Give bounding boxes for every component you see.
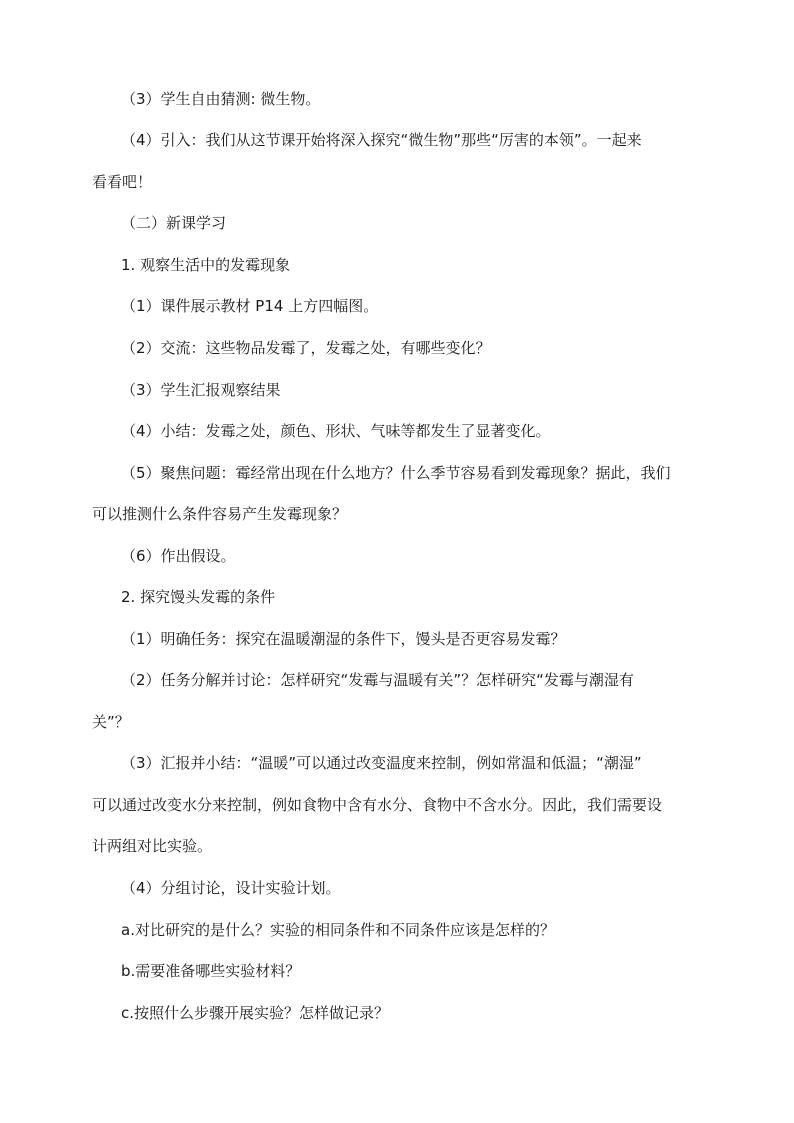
paragraph-line: 可以通过改变水分来控制，例如食物中含有水分、食物中不含水分。因此，我们需要设 [92,796,663,814]
paragraph-line: （2）任务分解并讨论：怎样研究“发霉与温暖有关”？怎样研究“发霉与潮湿有 [121,671,634,689]
list-item: c.按照什么步骤开展实验？怎样做记录？ [121,1004,390,1022]
paragraph-line: （4）引入：我们从这节课开始将深入探究“微生物”那些“厉害的本领”。一起来 [121,131,642,149]
section-heading: （二）新课学习 [121,214,227,232]
paragraph-line: （3）汇报并小结：“温暖”可以通过改变温度来控制，例如常温和低温；“潮湿” [121,754,642,772]
paragraph-line: （2）交流：这些物品发霉了，发霉之处，有哪些变化？ [121,339,491,357]
paragraph-line: 计两组对比实验。 [92,837,213,855]
paragraph-line: 看看吧！ [92,173,153,191]
paragraph-line: 可以推测什么条件容易产生发霉现象？ [92,505,348,523]
paragraph-line: （4）小结：发霉之处，颜色、形状、气味等都发生了显著变化。 [121,422,551,440]
paragraph-line: （3）学生自由猜测: 微生物。 [121,90,321,108]
paragraph-line: （5）聚焦问题：霉经常出现在什么地方？什么季节容易看到发霉现象？据此，我们 [121,464,671,482]
paragraph-line: （1）明确任务：探究在温暖潮湿的条件下，馒头是否更容易发霉？ [121,630,566,648]
subsection-heading: 1. 观察生活中的发霉现象 [121,256,291,274]
paragraph-line: （4）分组讨论，设计实验计划。 [121,879,341,897]
list-item: a.对比研究的是什么？实验的相同条件和不同条件应该是怎样的？ [121,921,555,939]
list-item: b.需要准备哪些实验材料？ [121,962,301,980]
paragraph-line: （3）学生汇报观察结果 [121,381,281,399]
paragraph-line: （6）作出假设。 [121,547,236,565]
paragraph-line: （1）课件展示教材 P14 上方四幅图。 [121,297,379,315]
paragraph-line: 关”？ [92,713,130,731]
subsection-heading: 2. 探究馒头发霉的条件 [121,588,276,606]
